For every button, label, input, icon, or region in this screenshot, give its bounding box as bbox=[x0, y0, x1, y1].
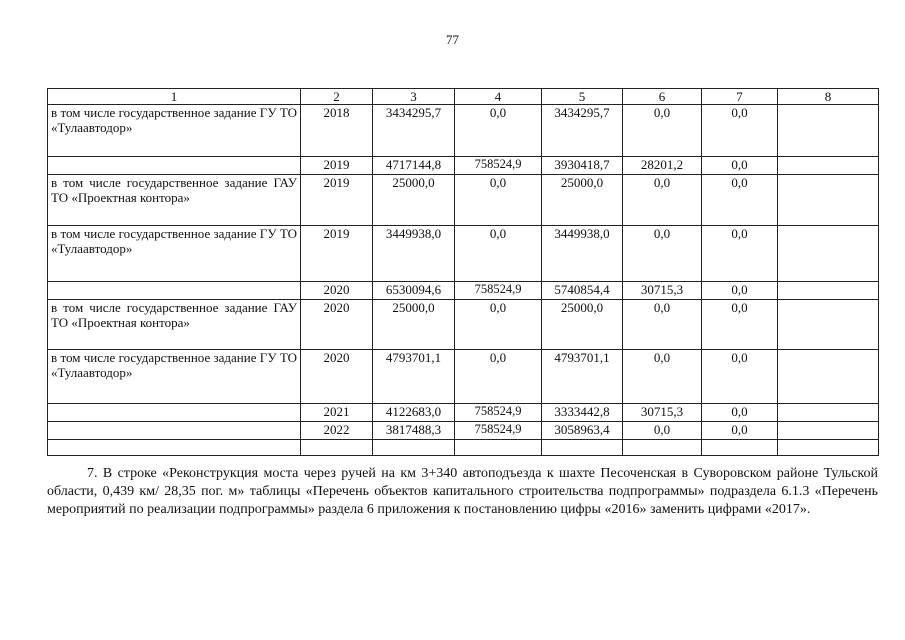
row-year: 2020 bbox=[301, 350, 373, 404]
row-description: в том числе государственное задание ГУ ТО «Тулаавтодор» bbox=[48, 350, 301, 404]
cell-value bbox=[778, 404, 879, 422]
row-year: 2019 bbox=[301, 226, 373, 282]
cell-value: 3449938,0 bbox=[373, 226, 455, 282]
cell-value bbox=[778, 282, 879, 300]
cell-value: 3449938,0 bbox=[542, 226, 623, 282]
cell-value bbox=[778, 422, 879, 440]
cell-value: 0,0 bbox=[623, 105, 702, 157]
row-description: в том числе государственное задание ГАУ ТО «Проектная контора» bbox=[48, 300, 301, 350]
cell-value bbox=[778, 226, 879, 282]
row-year: 2022 bbox=[301, 422, 373, 440]
cell-value bbox=[778, 350, 879, 404]
row-description bbox=[48, 404, 301, 422]
cell-value: 0,0 bbox=[702, 157, 778, 175]
cell-value: 0,0 bbox=[702, 105, 778, 157]
cell-value: 0,0 bbox=[702, 350, 778, 404]
cell-value: 25000,0 bbox=[373, 175, 455, 226]
table-row bbox=[48, 175, 879, 226]
cell-value: 3333442,8 bbox=[542, 404, 623, 422]
cell-value bbox=[778, 300, 879, 350]
cell-value: 0,0 bbox=[455, 300, 542, 350]
cell-value: 0,0 bbox=[623, 300, 702, 350]
cell-value: 758524,9 bbox=[455, 404, 542, 422]
cell-value: 0,0 bbox=[623, 226, 702, 282]
row-year: 2018 bbox=[301, 105, 373, 157]
column-header: 4 bbox=[455, 89, 542, 105]
row-year: 2020 bbox=[301, 300, 373, 350]
table-row bbox=[48, 422, 879, 440]
cell-value bbox=[778, 105, 879, 157]
cell-value: 0,0 bbox=[702, 422, 778, 440]
cell-value: 0,0 bbox=[455, 350, 542, 404]
row-description bbox=[48, 440, 301, 456]
cell-value: 0,0 bbox=[623, 350, 702, 404]
cell-value: 0,0 bbox=[455, 175, 542, 226]
cell-value: 25000,0 bbox=[373, 300, 455, 350]
row-description bbox=[48, 157, 301, 175]
cell-value: 0,0 bbox=[702, 282, 778, 300]
cell-value: 4793701,1 bbox=[542, 350, 623, 404]
cell-value: 0,0 bbox=[455, 226, 542, 282]
cell-value: 758524,9 bbox=[455, 282, 542, 300]
cell-value: 30715,3 bbox=[623, 404, 702, 422]
column-header: 7 bbox=[702, 89, 778, 105]
table-row bbox=[48, 300, 879, 350]
cell-value: 25000,0 bbox=[542, 175, 623, 226]
cell-value: 3058963,4 bbox=[542, 422, 623, 440]
cell-value: 4122683,0 bbox=[373, 404, 455, 422]
cell-value: 3817488,3 bbox=[373, 422, 455, 440]
row-year: 2019 bbox=[301, 175, 373, 226]
cell-value bbox=[623, 440, 702, 456]
cell-value bbox=[778, 175, 879, 226]
cell-value bbox=[455, 440, 542, 456]
cell-value: 3434295,7 bbox=[373, 105, 455, 157]
row-description: в том числе государственное задание ГУ ТО «Тулаавтодор» bbox=[48, 105, 301, 157]
cell-value: 4793701,1 bbox=[373, 350, 455, 404]
table-row bbox=[48, 282, 879, 300]
cell-value: 6530094,6 bbox=[373, 282, 455, 300]
cell-value: 5740854,4 bbox=[542, 282, 623, 300]
table-row bbox=[48, 350, 879, 404]
row-year: 2021 bbox=[301, 404, 373, 422]
column-header: 1 bbox=[48, 89, 301, 105]
row-description bbox=[48, 422, 301, 440]
row-year: 2020 bbox=[301, 282, 373, 300]
cell-value: 0,0 bbox=[702, 226, 778, 282]
table-row bbox=[48, 440, 879, 456]
column-header: 3 bbox=[373, 89, 455, 105]
cell-value: 30715,3 bbox=[623, 282, 702, 300]
column-header: 5 bbox=[542, 89, 623, 105]
table-row bbox=[48, 226, 879, 282]
budget-table bbox=[47, 88, 879, 456]
cell-value: 0,0 bbox=[702, 404, 778, 422]
cell-value: 758524,9 bbox=[455, 157, 542, 175]
column-header: 6 bbox=[623, 89, 702, 105]
row-description bbox=[48, 282, 301, 300]
amendment-paragraph bbox=[47, 465, 878, 519]
row-year bbox=[301, 440, 373, 456]
table-row bbox=[48, 404, 879, 422]
cell-value: 758524,9 bbox=[455, 422, 542, 440]
cell-value: 0,0 bbox=[623, 175, 702, 226]
page-number: 77 bbox=[446, 32, 459, 47]
cell-value: 0,0 bbox=[702, 300, 778, 350]
cell-value bbox=[373, 440, 455, 456]
row-description: в том числе государственное задание ГУ ТО «Тулаавтодор» bbox=[48, 226, 301, 282]
cell-value: 0,0 bbox=[455, 105, 542, 157]
cell-value bbox=[702, 440, 778, 456]
column-header: 8 bbox=[778, 89, 879, 105]
cell-value bbox=[778, 157, 879, 175]
cell-value bbox=[542, 440, 623, 456]
cell-value: 28201,2 bbox=[623, 157, 702, 175]
table-row bbox=[48, 157, 879, 175]
row-year: 2019 bbox=[301, 157, 373, 175]
row-description: в том числе государственное задание ГАУ ТО «Проектная контора» bbox=[48, 175, 301, 226]
cell-value: 25000,0 bbox=[542, 300, 623, 350]
amendment-text: 7. В строке «Реконструкция моста через ручей на км 3+340 автоподъезда к шахте Песоченская в Суворовском районе Тульской области, 0,439 км/ 28,35 пог. м» таблицы «Перечень объектов капитального строительства подпрограммы» подраздела 6.1.3 «Перечень мероприятий по реализации подпрограммы» раздела 6 приложения к постановлению цифры «2016» заменить цифрами «2017». bbox=[47, 466, 878, 517]
cell-value: 3434295,7 bbox=[542, 105, 623, 157]
table-header-row bbox=[48, 89, 879, 105]
cell-value bbox=[778, 440, 879, 456]
column-header: 2 bbox=[301, 89, 373, 105]
cell-value: 4717144,8 bbox=[373, 157, 455, 175]
table-row bbox=[48, 105, 879, 157]
cell-value: 0,0 bbox=[702, 175, 778, 226]
cell-value: 3930418,7 bbox=[542, 157, 623, 175]
cell-value: 0,0 bbox=[623, 422, 702, 440]
